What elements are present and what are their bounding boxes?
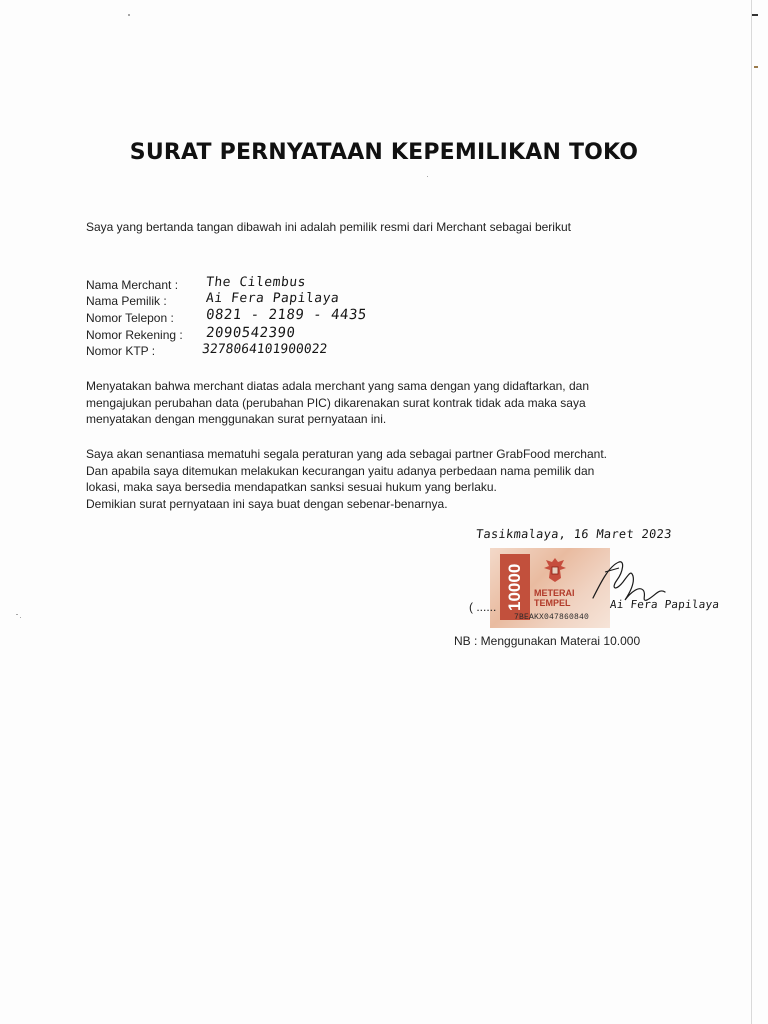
stamp-label: TEMPEL (534, 598, 571, 608)
paragraph-line: Menyatakan bahwa merchant diatas adala merchant yang sama dengan yang didaftarkan, dan (86, 379, 589, 393)
stamp-serial: 7BEAKX047860840 (514, 613, 590, 622)
field-value-nomor-telepon: 0821 - 2189 - 4435 (205, 307, 368, 323)
signer-name: Ai Fera Papilaya (609, 598, 720, 611)
paragraph-line: lokasi, maka saya bersedia mendapatkan sanksi sesuai hukum yang berlaku. (86, 480, 497, 494)
compliance-paragraph (86, 446, 686, 512)
field-nomor-ktp (86, 344, 155, 358)
materai-note: NB : Menggunakan Materai 10.000 (454, 634, 641, 648)
paragraph-line: Dan apabila saya ditemukan melakukan kecurangan yaitu adanya perbedaan nama pemilik dan (86, 463, 595, 478)
field-label: Nama Merchant : (86, 278, 179, 292)
field-label: Nomor Rekening : (86, 328, 183, 342)
field-value-nomor-ktp: 3278064101900022 (201, 342, 329, 357)
scan-speck (20, 617, 21, 618)
paragraph-line: menyatakan dengan menggunakan surat pernyataan ini. (86, 412, 387, 426)
field-nama-pemilik (86, 294, 167, 308)
field-label: Nomor KTP : (86, 344, 156, 358)
field-nama-merchant (86, 278, 178, 292)
intro-text: Saya yang bertanda tangan dibawah ini adalah pemilik resmi dari Merchant sebagai berikut (86, 220, 571, 234)
garuda-emblem-icon (542, 556, 568, 584)
scan-speck (128, 14, 130, 16)
statement-paragraph (86, 378, 686, 428)
page-edge-mark (752, 14, 758, 16)
field-nomor-telepon (86, 311, 174, 325)
stamp-value: 10000 (500, 554, 530, 620)
stamp-label: METERAI (534, 588, 575, 598)
place-date: Tasikmalaya, 16 Maret 2023 (475, 527, 673, 541)
scan-speck (427, 176, 428, 177)
field-value-nomor-rekening: 2090542390 (205, 325, 297, 341)
field-label: Nama Pemilik : (86, 294, 167, 308)
document-title: SURAT PERNYATAAN KEPEMILIKAN TOKO (129, 140, 639, 165)
page-edge-mark (754, 66, 758, 68)
signer-prefix: ( ...... (469, 600, 497, 614)
field-value-nama-pemilik: Ai Fera Papilaya (205, 291, 341, 306)
field-nomor-rekening (86, 328, 183, 342)
field-label: Nomor Telepon : (86, 311, 174, 325)
paragraph-line: mengajukan perubahan data (perubahan PIC) dikarenakan surat kontrak tidak ada maka saya (86, 395, 586, 410)
paragraph-line: Demikian surat pernyataan ini saya buat dengan sebenar-benarnya. (86, 496, 448, 511)
field-value-nama-merchant: The Cilembus (205, 275, 307, 290)
paragraph-line: Saya akan senantiasa mematuhi segala peraturan yang ada sebagai partner GrabFood merchant. (86, 447, 607, 461)
scan-speck (16, 614, 18, 615)
